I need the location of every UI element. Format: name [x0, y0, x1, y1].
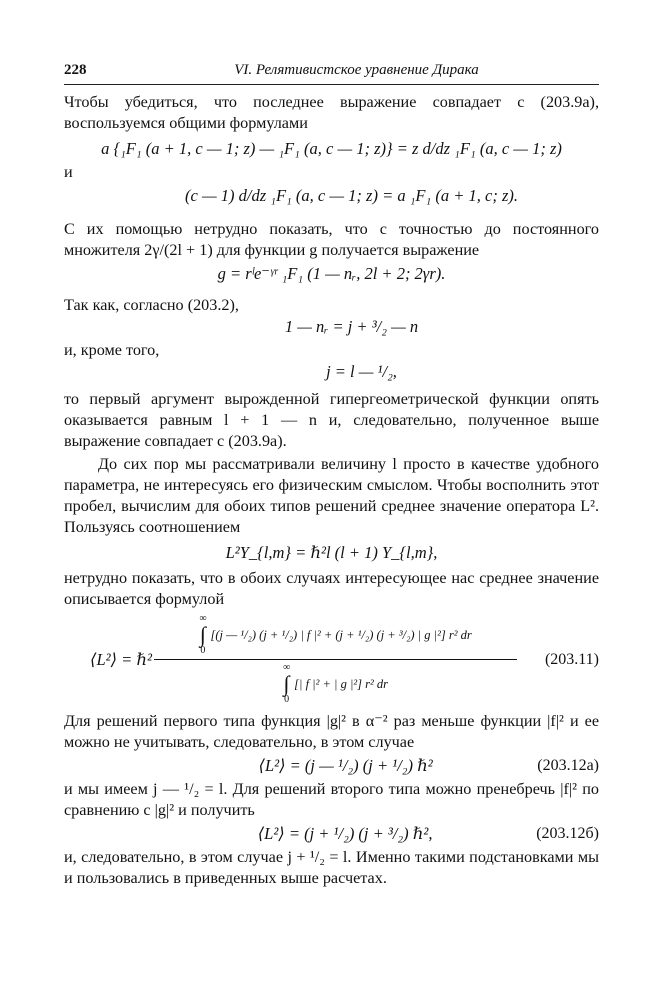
equation: (c — 1) d/dz ₁F₁ (a, c — 1; z) = a ₁F₁ (a + 1, c; z).	[185, 186, 518, 205]
paragraph: и, кроме того,	[64, 341, 160, 359]
integral-sign: ∞ ∫ 0	[199, 613, 207, 656]
page-number: 228	[64, 62, 87, 78]
paragraph: и, следовательно, в этом случае j + ¹/₂ = l. Именно такими подстановками мы и пользовались в приведенных выше расчетах.	[64, 848, 599, 887]
paragraph: то первый аргумент вырожденной гипергеометрической функции опять оказывается равным l + 1 — n и, следовательно, полученное выше выражение совпадает с (203.9а).	[64, 390, 599, 450]
chapter-title: VI. Релятивистское уравнение Дирака	[234, 62, 479, 78]
denominator-expression: [| f |² + | g |²] r² dr	[294, 676, 388, 691]
equation-number: (203.11)	[544, 650, 599, 668]
equation-number: (203.12б)	[536, 825, 599, 842]
fraction-denominator	[283, 663, 388, 705]
paragraph: Чтобы убедиться, что последнее выражение совпадает с (203.9а), воспользуемся общими формулами	[64, 93, 599, 132]
fraction-numerator	[199, 614, 471, 656]
integral-sign: ∞ ∫ 0	[283, 662, 291, 705]
equation-203-11	[64, 614, 599, 705]
equation-body: ⟨L²⟩ = (j + ¹/₂) (j + ³/₂) ℏ²,	[257, 824, 433, 843]
equation: L²Y_{l,m} = ℏ²l (l + 1) Y_{l,m},	[225, 543, 438, 562]
running-header	[64, 62, 599, 85]
equation-number: (203.12а)	[537, 757, 599, 774]
paragraph: До сих пор мы рассматривали величину l просто в качестве удобного параметра, не интересуясь его физическим смыслом. Чтобы восполнить этот пробел, вычислим для обоих типов решений среднее значение оператора L². Пользуясь соотношением	[64, 455, 599, 536]
equation-body: ⟨L²⟩ = (j — ¹/₂) (j + ¹/₂) ℏ²	[258, 756, 433, 775]
paragraph: Так как, согласно (203.2),	[64, 296, 239, 314]
paragraph-and: и	[64, 163, 73, 181]
paragraph: С их помощью нетрудно показать, что с точностью до постоянного множителя 2γ/(2l + 1) для функции g получается выражение	[64, 220, 599, 259]
paragraph: Для решений первого типа функция |g|² в α⁻² раз меньше функции |f|² и ее можно не учитывать, следовательно, в этом случае	[64, 712, 599, 751]
fraction	[154, 614, 517, 705]
paragraph: и мы имеем j — ¹/₂ = l. Для решений второго типа можно пренебречь |f|² по сравнению с |g|² и получить	[64, 780, 599, 819]
equation-203-12a	[64, 755, 599, 777]
book-page	[64, 62, 599, 889]
equation: a {₁F₁ (a + 1, c — 1; z) — ₁F₁ (a, c — 1; z)} = z d/dz ₁F₁ (a, c — 1; z)	[101, 139, 562, 158]
equation: g = rˡe⁻ᵞʳ ₁F₁ (1 — nᵣ, 2l + 2; 2γr).	[217, 264, 446, 283]
equation: j = l — ¹/₂,	[326, 362, 397, 381]
equation: 1 — nᵣ = j + ³/₂ — n	[284, 317, 419, 336]
equation-lhs: ⟨L²⟩ = ℏ²	[90, 649, 152, 669]
paragraph: нетрудно показать, что в обоих случаях интересующее нас среднее значение описывается формулой	[64, 569, 599, 608]
equation-203-12b	[64, 823, 599, 845]
numerator-expression: [(j — ¹/₂) (j + ¹/₂) | f |² + (j + ¹/₂) (j + ³/₂) | g |²] r² dr	[210, 627, 472, 642]
fraction-bar	[154, 659, 517, 660]
